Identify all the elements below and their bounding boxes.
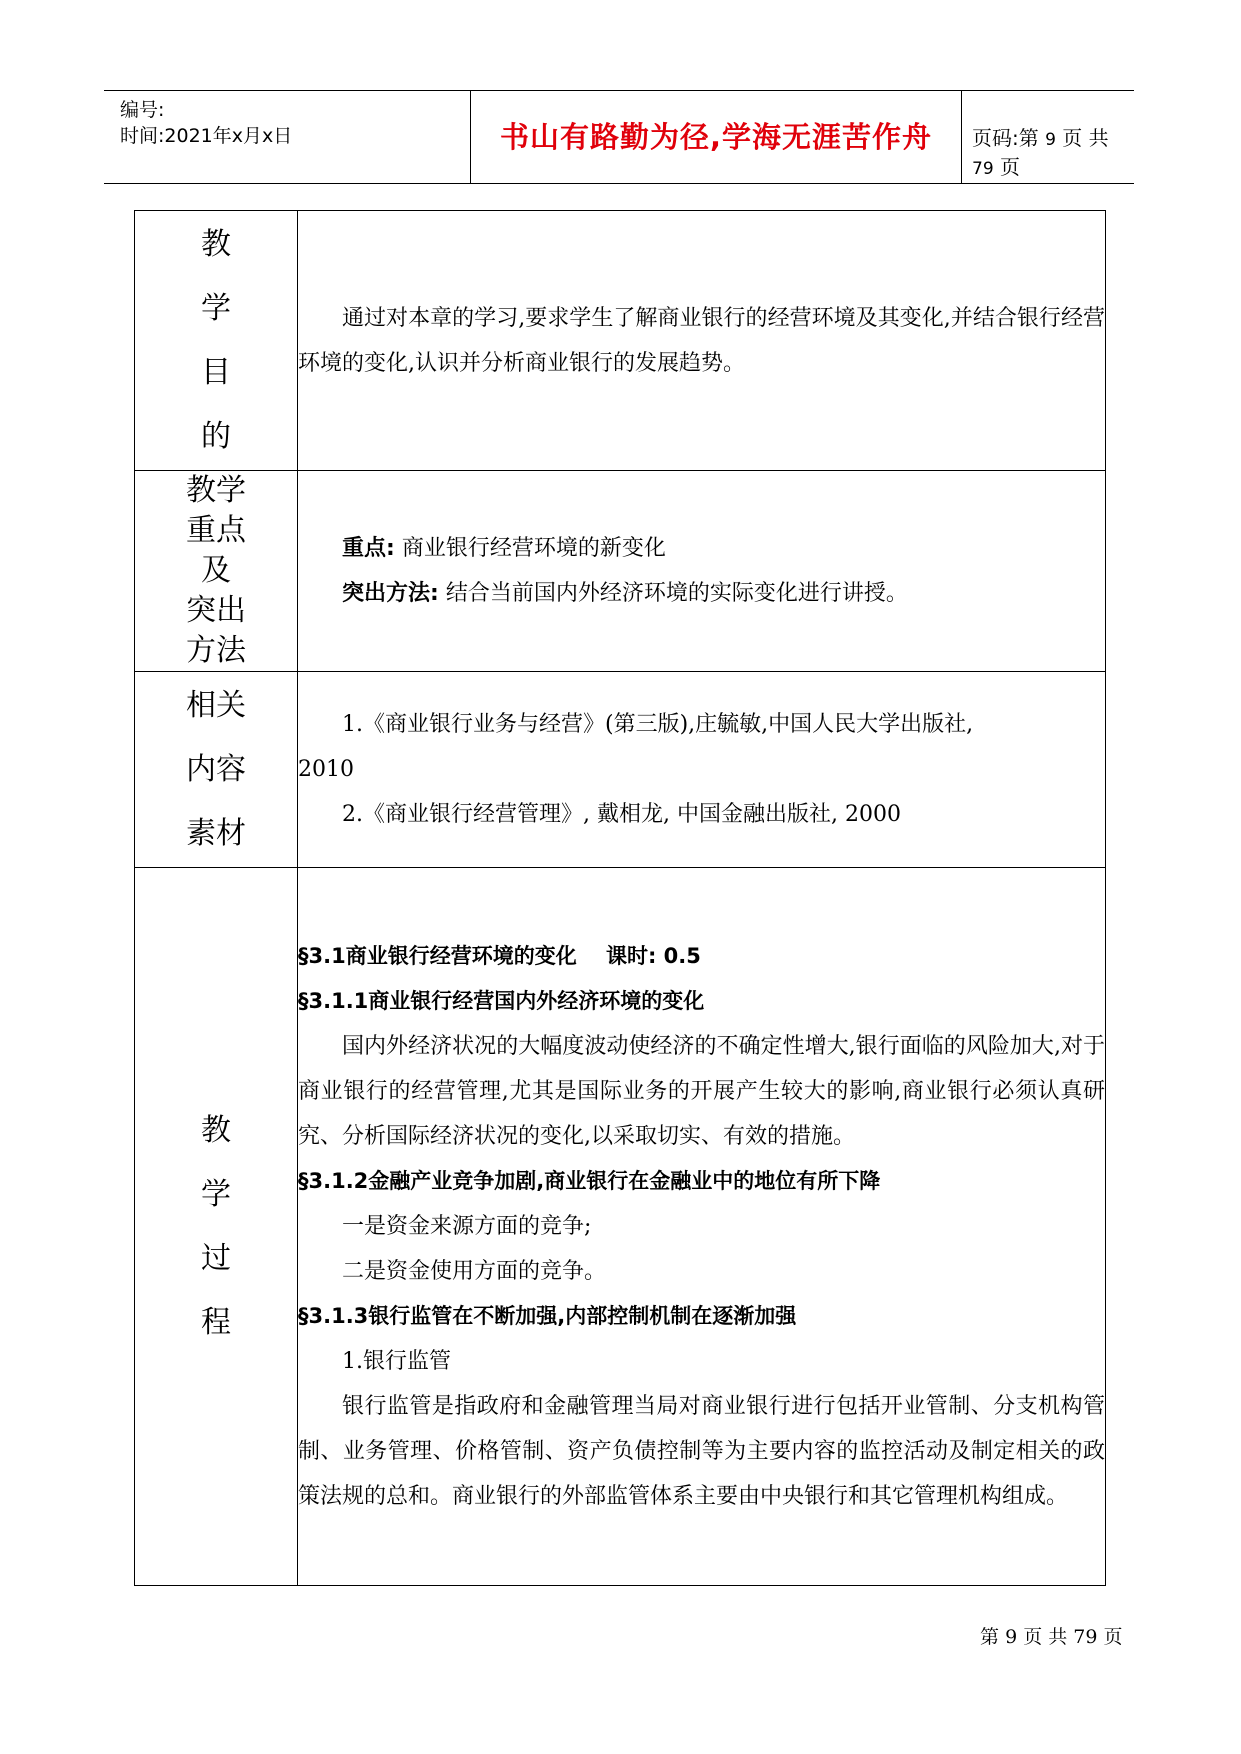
label-objective — [135, 211, 298, 471]
row-keypoints — [135, 471, 1106, 672]
method-label: 突出方法: — [342, 581, 439, 606]
content-keypoints — [298, 471, 1106, 672]
content-objective — [298, 211, 1106, 471]
footer-page-number: 9 — [1005, 1626, 1018, 1648]
label-char: 及 — [201, 553, 231, 588]
row-materials — [135, 672, 1106, 868]
label-keypoints — [135, 471, 298, 672]
row-objective — [135, 211, 1106, 471]
label-char: 相关 — [186, 687, 246, 723]
reference-1-year: 2010 — [298, 757, 354, 782]
label-char: 教 — [201, 1112, 231, 1148]
paragraph-usage-competition: 二是资金使用方面的竞争。 — [342, 1259, 607, 1284]
page-footer — [980, 1622, 1123, 1649]
label-char: 方法 — [186, 633, 246, 668]
label-char: 重点 — [186, 513, 246, 548]
method-line — [298, 571, 1105, 616]
label-char: 学 — [201, 1176, 231, 1212]
page-header — [104, 90, 1134, 184]
row-process — [135, 868, 1106, 1586]
page-suffix: 页 — [1000, 155, 1020, 179]
method-text: 结合当前国内外经济环境的实际变化进行讲授。 — [445, 581, 908, 606]
lesson-plan-table — [134, 210, 1106, 1586]
section-3-1-1-heading: §3.1.1商业银行经营国内外经济环境的变化 — [298, 989, 705, 1013]
label-char: 目 — [201, 354, 231, 390]
focus-line — [298, 526, 1105, 571]
label-char: 过 — [201, 1240, 231, 1276]
label-process — [135, 868, 298, 1586]
header-motto-cell — [471, 91, 962, 183]
label-char: 程 — [201, 1304, 231, 1340]
footer-mid: 页 共 — [1023, 1626, 1068, 1648]
page-number: 9 — [1045, 130, 1056, 150]
motto: 书山有路勤为径,学海无涯苦作舟 — [499, 120, 933, 154]
page-prefix: 页码:第 — [972, 126, 1039, 150]
label-char: 内容 — [186, 751, 246, 787]
footer-total: 79 — [1073, 1626, 1098, 1648]
footer-suffix: 页 — [1103, 1626, 1123, 1648]
time-label: 时间:2021年x月x日 — [120, 125, 293, 147]
label-char: 素材 — [186, 815, 246, 851]
objective-text: 通过对本章的学习,要求学生了解商业银行的经营环境及其变化,并结合银行经营环境的变化,认识并分析商业银行的发展趋势。 — [298, 305, 1105, 376]
total-pages: 79 — [972, 159, 994, 179]
paragraph-economic-environment: 国内外经济状况的大幅度波动使经济的不确定性增大,银行面临的风险加大,对于商业银行的经营管理,尤其是国际业务的开展产生较大的影响,商业银行必须认真研究、分析国际经济状况的变化,以采取切实、有效的措施。 — [298, 1034, 1105, 1149]
content-materials — [298, 672, 1106, 868]
footer-prefix: 第 — [980, 1626, 1000, 1648]
reference-1-line-1: 1.《商业银行业务与经营》(第三版),庄毓敏,中国人民大学出版社, — [342, 712, 974, 737]
section-3-1-2-heading: §3.1.2金融产业竞争加剧,商业银行在金融业中的地位有所下降 — [298, 1169, 881, 1193]
label-char: 学 — [201, 290, 231, 326]
page-mid: 页 共 — [1062, 126, 1109, 150]
label-char: 教 — [201, 226, 231, 262]
serial-label: 编号: — [120, 99, 165, 121]
section-3-1-3-heading: §3.1.3银行监管在不断加强,内部控制机制在逐渐加强 — [298, 1304, 797, 1328]
focus-label: 重点: — [342, 536, 395, 561]
paragraph-funding-competition: 一是资金来源方面的竞争; — [342, 1214, 592, 1239]
label-char: 的 — [201, 418, 231, 454]
header-page-info — [972, 122, 1134, 180]
reference-2: 2.《商业银行经营管理》, 戴相龙, 中国金融出版社, 2000 — [342, 802, 901, 827]
content-process — [298, 868, 1106, 1586]
focus-text: 商业银行经营环境的新变化 — [401, 536, 666, 561]
label-char: 教学 — [186, 473, 246, 508]
section-3-1-heading: §3.1商业银行经营环境的变化 课时: 0.5 — [298, 944, 701, 968]
paragraph-bank-supervision-title: 1.银行监管 — [342, 1349, 451, 1374]
paragraph-bank-supervision: 银行监管是指政府和金融管理当局对商业银行进行包括开业管制、分支机构管制、业务管理、价格管制、资产负债控制等为主要内容的监控活动及制定相关的政策法规的总和。商业银行的外部监管体系主要由中央银行和其它管理机构组成。 — [298, 1394, 1105, 1509]
label-materials — [135, 672, 298, 868]
label-char: 突出 — [186, 593, 246, 628]
reference-1 — [298, 702, 1105, 747]
header-meta — [120, 91, 471, 183]
